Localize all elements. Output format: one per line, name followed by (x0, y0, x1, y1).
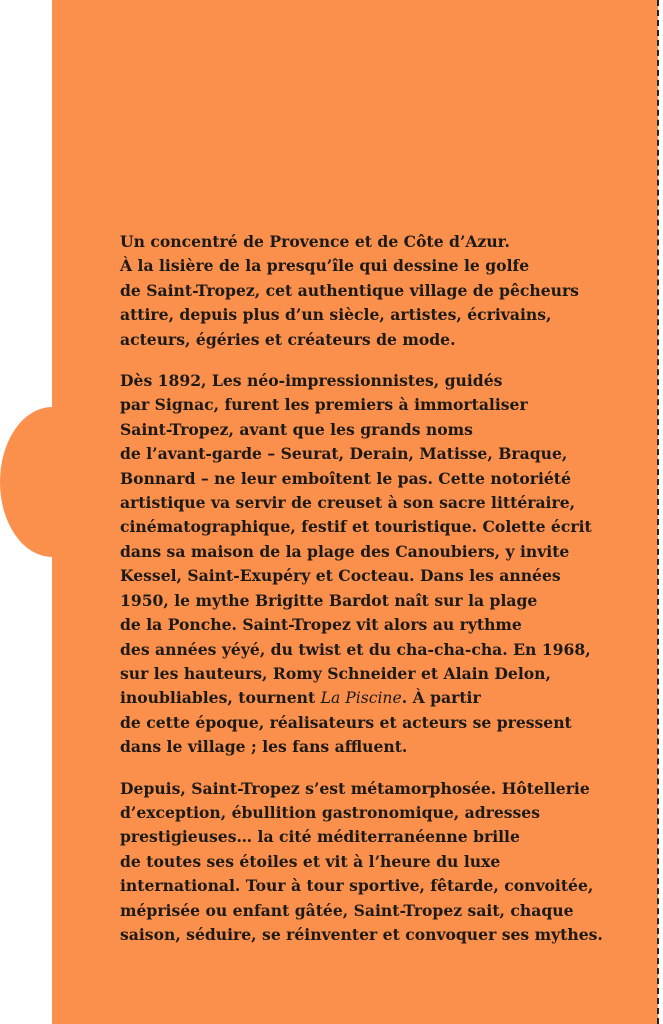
text-line (120, 686, 620, 710)
text-line: acteurs, égéries et créateurs de mode. (120, 329, 456, 349)
text-line: de Saint-Tropez, cet authentique village de pêcheurs (120, 280, 579, 300)
article-text (120, 230, 620, 964)
text-line: cinématographique, festif et touristique. Colette écrit (120, 517, 592, 537)
text-line: saison, séduire, se réinventer et convoquer ses mythes. (120, 924, 603, 944)
text-line: artistique va servir de creuset à son sacre littéraire, (120, 493, 576, 513)
text-segment: inoubliables, tournent (120, 688, 321, 708)
text-line: international. Tour à tour sportive, fêtarde, convoitée, (120, 876, 594, 896)
paragraph-intro (120, 230, 620, 352)
text-line: Dès 1892, Les néo-impressionnistes, guidés (120, 371, 503, 391)
text-line: Kessel, Saint-Exupéry et Cocteau. Dans les années (120, 566, 561, 586)
text-line: Saint-Tropez, avant que les grands noms (120, 419, 473, 439)
text-line: de cette époque, réalisateurs et acteurs se pressent (120, 712, 572, 732)
text-line: par Signac, furent les premiers à immortaliser (120, 395, 528, 415)
dashed-cut-line (657, 0, 659, 1024)
text-line: Bonnard – ne leur emboîtent le pas. Cette notoriété (120, 468, 571, 488)
text-line: de la Ponche. Saint-Tropez vit alors au rythme (120, 615, 522, 635)
text-line: des années yéyé, du twist et du cha-cha-cha. En 1968, (120, 639, 591, 659)
text-line: de l’avant-garde – Seurat, Derain, Matisse, Braque, (120, 444, 568, 464)
text-line: prestigieuses… la cité méditerranéenne brille (120, 827, 520, 847)
film-title: La Piscine (320, 689, 402, 708)
text-line: sur les hauteurs, Romy Schneider et Alain Delon, (120, 663, 551, 683)
text-line: 1950, le mythe Brigitte Bardot naît sur la plage (120, 590, 538, 610)
text-line: À la lisière de la presqu’île qui dessine le golfe (120, 256, 530, 276)
text-line: méprisée ou enfant gâtée, Saint-Tropez sait, chaque (120, 900, 574, 920)
text-line: Depuis, Saint-Tropez s’est métamorphosée. Hôtellerie (120, 778, 590, 798)
text-line: d’exception, ébullition gastronomique, adresses (120, 802, 541, 822)
paragraph-history (120, 369, 620, 760)
text-line: dans sa maison de la plage des Canoubiers, y invite (120, 541, 570, 561)
text-line: Un concentré de Provence et de Côte d’Azur. (120, 232, 510, 251)
text-segment: . À partir (401, 688, 481, 708)
text-line: de toutes ses étoiles et vit à l’heure du luxe (120, 851, 501, 871)
paragraph-today (120, 777, 620, 948)
text-line: attire, depuis plus d’un siècle, artistes, écrivains, (120, 305, 552, 325)
text-line: dans le village ; les fans affluent. (120, 737, 408, 757)
